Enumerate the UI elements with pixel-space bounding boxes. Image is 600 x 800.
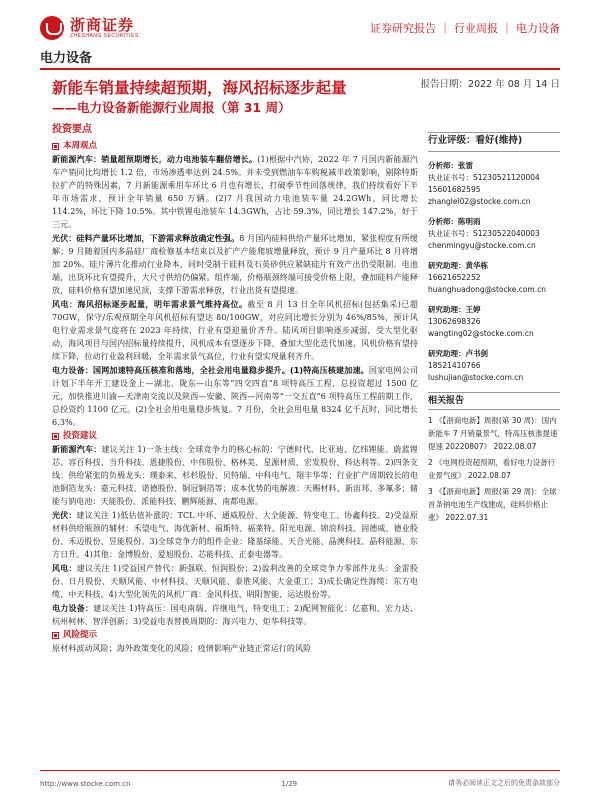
analyst-role: 研究助理：卢书剑 bbox=[428, 349, 488, 358]
analyst-card bbox=[428, 216, 560, 252]
square-bullet-icon bbox=[52, 433, 59, 440]
related-reports-heading: 相关报告 bbox=[428, 392, 560, 410]
analyst-role: 研究助理：王婷 bbox=[428, 305, 481, 314]
company-logo bbox=[40, 16, 139, 40]
analyst-email[interactable]: wangting02@stocke.com.cn bbox=[428, 329, 534, 338]
related-report-item[interactable]: 2 《电网投资超预期，看好电力设备行业景气度》 2022.08.07 bbox=[428, 458, 556, 480]
analyst-cert: 执业证书号：S1230522040003 bbox=[428, 229, 540, 238]
analyst-role: 研究助理：黄华栋 bbox=[428, 261, 488, 270]
report-title: 新能车销量持续超预期，海风招标逐步起量 bbox=[52, 79, 347, 97]
square-bullet-icon bbox=[52, 143, 59, 150]
main-content bbox=[52, 124, 418, 656]
analyst-phone: 18521410766 bbox=[428, 361, 481, 370]
analyst-email[interactable]: huanghuadong@stocke.com.cn bbox=[428, 285, 546, 294]
report-subtitle: ——电力设备新能源行业周报（第 31 周） bbox=[52, 100, 291, 115]
analyst-role: 分析师：张雷 bbox=[428, 161, 473, 170]
page-header bbox=[40, 12, 560, 44]
analyst-email[interactable]: chenmingyu@stocke.com.cn bbox=[428, 241, 536, 250]
review-heading: 本周观点 bbox=[52, 140, 418, 152]
analyst-email[interactable]: lushujian@stocke.com.cn bbox=[428, 373, 524, 382]
square-bullet-icon bbox=[52, 632, 59, 639]
analyst-phone: 15601682595 bbox=[428, 185, 481, 194]
industry-rating: 行业评级：看好(维持) bbox=[428, 132, 560, 152]
report-date: 报告日期：2022 年 08 月 14 日 bbox=[420, 79, 560, 90]
review-paragraph: 电力设备：国网加速特高压核准和落地，全社会用电量稳步提升。(1)特高压核建加速。国家电网公司计划下半年开工建设金上—湖北、陇东—山东等“四交四直”8 项特高压工程，总投资超过 1500 亿元，加快推进川渝—天津南交流以及陕西—安徽、陕西—河南等“一交五直”6 项特高压工程前期工作，总投资约 1100 亿元。(2)全社会用电量稳步恢复。7 月份，全社会用电量 8324 亿千瓦时，同比增长 6.3%。 bbox=[52, 366, 418, 427]
analyst-card bbox=[428, 160, 560, 208]
logo-name-cn: 浙商证券 bbox=[70, 16, 135, 34]
risk-heading: 风险提示 bbox=[52, 629, 418, 641]
analyst-phone: 13062698326 bbox=[428, 317, 481, 326]
suggest-paragraph: 电力设备：建议关注 1)特高压：国电南瑞、许继电气、特变电工；2)配网智能化：亿嘉和、宏力达、杭州柯林、智洋创新；3)受益电表替换周期的：海兴电力、炬华科技等。 bbox=[52, 604, 419, 626]
risk-text: 原材料波动风险；海外政策变化的风险；疫情影响产业链正常运行的风险 bbox=[52, 644, 312, 653]
analyst-email[interactable]: zhanglei02@stocke.com.cn bbox=[428, 197, 531, 206]
analyst-card bbox=[428, 304, 560, 340]
analyst-cert: 执业证书号：S1230521120004 bbox=[428, 173, 540, 182]
logo-icon bbox=[40, 16, 64, 40]
page-footer bbox=[40, 770, 560, 788]
suggest-paragraph: 风电：建议关注 1)受益国产替代：新强联、恒润股份；2)盈利改善的全球竞争力零部件龙头：金雷股份、日月股份、天顺风能、中材科技、天顺风能、泰胜风能、大金重工；3)成长确定性海缆：东方电缆、中天科技。4)大型化领先的风机厂商：金风科技、明阳智能、运达股份等。 bbox=[52, 564, 418, 599]
review-paragraph: 风电：海风招标逐步起量，明年需求景气维持高位。截至 8 月 13 日全年风机招标(包括集采)已超 70GW，保守/乐观预期全年风机招标有望达 80/100GW，对应同比增长分别为 46%/85%，预计风电行业需求景气度将在 2023 年持续，行业有望迎量价齐升。陆风项目影响逐步减弱，受大型化驱动，海风项目与国内招标量持续提升，风机成本有望逐步下降，叠加大型化迭代加速，风机价格有望持续下降，拉动行业盈利回暖，全年需求景气高位，行业有望实现量利齐升。 bbox=[52, 300, 418, 361]
footer-url[interactable]: http://www.stocke.com.cn bbox=[40, 780, 131, 788]
suggest-paragraph: 光伏：建议关注 1)低估值补涨的：TCL 中环、通威股份、大全能源、特变电工、协鑫科技。2)受益原材料供给瓶颈的辅材：禾望电气、海优新材、福斯特、福莱特、阳光电源、锦浪科技、固德威、德业股份、禾迈股份、昱能股份。3)全球竞争力的组件企业：隆基绿能、天合光能、晶澳科技、晶科能源、东方日升。4)其他：金博股份、爱旭股份、芯能科技、正泰电器等。 bbox=[52, 511, 418, 559]
sector-label: 电力设备 bbox=[40, 51, 93, 66]
suggest-paragraph: 新能源汽车：建议关注 1)一条主线：全球竞争力的核心标的：宁德时代、比亚迪、亿纬锂能、蔚蓝锂芯、容百科技、当升科技、恩捷股份、中伟股份、格林美、星源材质、宏发股份、科达利等。2)四条支线：供给紧张的负极龙头：璞泰来、杉杉股份、贝特瑞、中科电气、翔丰华等；行业扩产周期较长的电池铜箔龙头：嘉元科技、诺德股份、铜冠铜箔等；成本优势的电解液：天赐材料、新宙邦、多氟多；储能与钠电池：天能股份、派能科技、鹏辉能源、南都电源。 bbox=[52, 445, 419, 506]
summary-heading: 投资要点 bbox=[52, 124, 92, 135]
suggest-heading: 投资建议 bbox=[52, 430, 418, 442]
analyst-phone: 16621652252 bbox=[428, 273, 481, 282]
sidebar bbox=[428, 132, 560, 527]
footer-disclaimer: 请务必阅读正文之后的免责条款部分 bbox=[447, 779, 560, 787]
review-paragraph: 新能源汽车：销量超预期增长，动力电池装车翻倍增长。(1)根据中汽协，2022 年 7 月国内新能源汽车产销同比均增长 1.2 倍，市场渗透率达到 24.5%。并未受到燃油车车购税减半政策影响，剔除特斯拉扩产的特殊因素，7 月新能源乘用车环比 6 月也有增长，打破季节性回落规律，我们持续看好下半年市场需求，预计全年销量 650 万辆。(2)7 月我国动力电池装车量 24.2GWh，同比增长 114.2%，环比下降 10.5%。其中铁锂电池装车 14.3GWh，占比 59.3%，同比增长 147.2%，好于三元。 bbox=[52, 155, 418, 229]
analyst-card bbox=[428, 348, 560, 384]
review-paragraph: 光伏：硅料产量环比增加，下游需求释放确定性强。8 月国内硅料供给产量环比增加，紧张程度有所缓解；9 月随着国内多晶硅厂商检修基本结束以及扩产产能爬坡增量释放，预计 9 月产量环比 8 月将增加 20%。硅片薄片化推动行业降本，同时受制于硅料及石英砂供应紧缺硅片有效产出仍受限制。电池端，出货环比有望提升，大尺寸供给仍偏紧。组件端，价格瓶颈终端可接受价格上限，叠加硅料产能释放，硅料价格有望加速见顶，支撑下游需求释放，行业出货有望提速。 bbox=[52, 234, 418, 295]
page-number: 1/29 bbox=[281, 780, 298, 788]
analyst-card bbox=[428, 260, 560, 296]
logo-name-en: ZHESHANG SECURITIES bbox=[70, 33, 139, 39]
report-type: 证券研究报告 ｜ 行业周报 ｜ 电力设备 bbox=[370, 22, 560, 35]
related-report-item[interactable]: 1 《【浙商电新】周报(第 30 周)：国内新能车 7 月销量景气，特高压核准提速提速 20220807》 2022.08.07 bbox=[428, 416, 558, 451]
analyst-role: 分析师：陈明雨 bbox=[428, 217, 481, 226]
related-report-item[interactable]: 3 《【浙商电新】周报(第 29 周)：全球首条钠电池生产线建成，硅料价格止涨》 2022.07.31 bbox=[428, 487, 557, 522]
sector-bar bbox=[40, 50, 560, 70]
